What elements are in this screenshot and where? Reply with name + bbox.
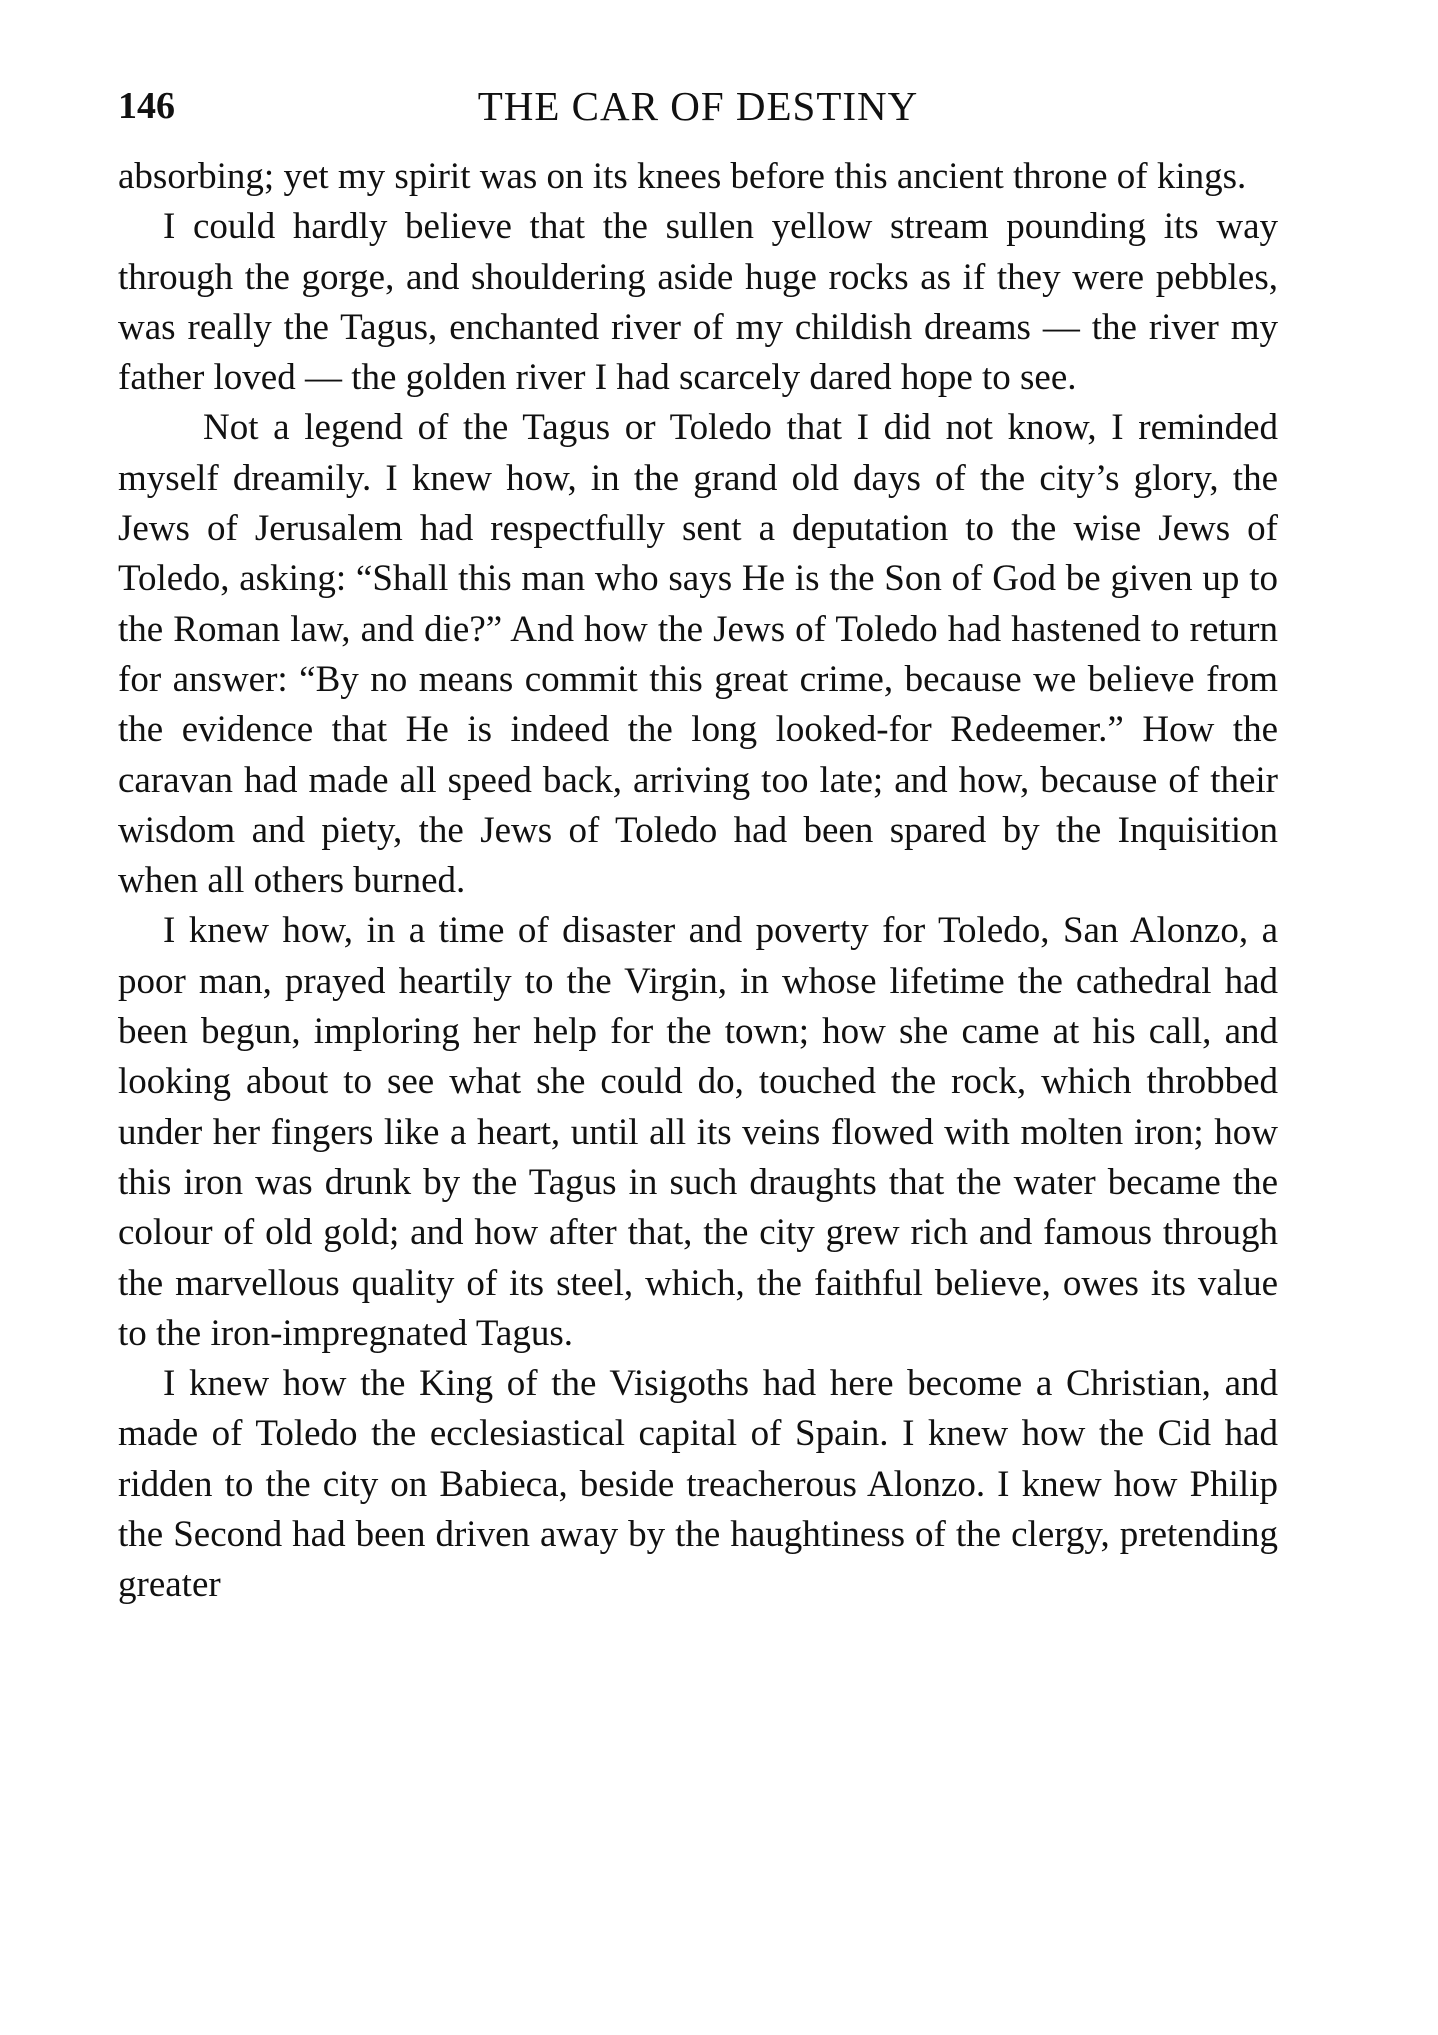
page-number: 146	[118, 85, 175, 127]
paragraph-legend: Not a legend of the Tagus or Toledo that I did not know, I reminded myself dreamily. I knew how, in the grand old days of the city’s glory, the Jews of Jerusalem had respectfully sent a deputation to the wise Jews of Toledo, asking: “Shall this man who says He is the Son of God be given up to the Roman law, and die?” And how the Jews of Toledo had hastened to return for answer: “By no means commit this great crime, because we believe from the evidence that He is indeed the long looked-for Redeemer.” How the caravan had made all speed back, arriving too late; and how, because of their wisdom and piety, the Jews of Toledo had been spared by the Inquisition when all others burned.	[118, 407, 1278, 902]
running-head	[118, 76, 1278, 136]
paragraph-continuation: absorbing; yet my spirit was on its knees before this ancient throne of kings.	[118, 156, 1247, 197]
paragraph-tagus: I could hardly believe that the sullen yellow stream pounding its way through the gorge, and shouldering aside huge rocks as if they were pebbles, was really the Tagus, enchanted river of my childish dreams — the river my father loved — the golden river I had scarcely dared hope to see.	[118, 206, 1278, 399]
body-text	[118, 152, 1278, 1611]
paragraph-visigoths: I knew how the King of the Visigoths had here become a Christian, and made of Toledo the ecclesiastical capital of Spain. I knew how the Cid had ridden to the city on Babieca, beside treacherous Alonzo. I knew how Philip the Second had been driven away by the haughtiness of the clergy, pretending greater	[118, 1363, 1278, 1606]
running-title: THE CAR OF DESTINY	[477, 83, 919, 129]
paragraph-san-alonzo: I knew how, in a time of disaster and poverty for Toledo, San Alonzo, a poor man, prayed heartily to the Virgin, in whose lifetime the cathedral had been begun, imploring her help for the town; how she came at his call, and looking about to see what she could do, touched the rock, which throbbed under her fingers like a heart, until all its veins flowed with molten iron; how this iron was drunk by the Tagus in such draughts that the water became the colour of old gold; and how after that, the city grew rich and famous through the marvellous quality of its steel, which, the faithful believe, owes its value to the iron-impregnated Tagus.	[118, 910, 1278, 1354]
